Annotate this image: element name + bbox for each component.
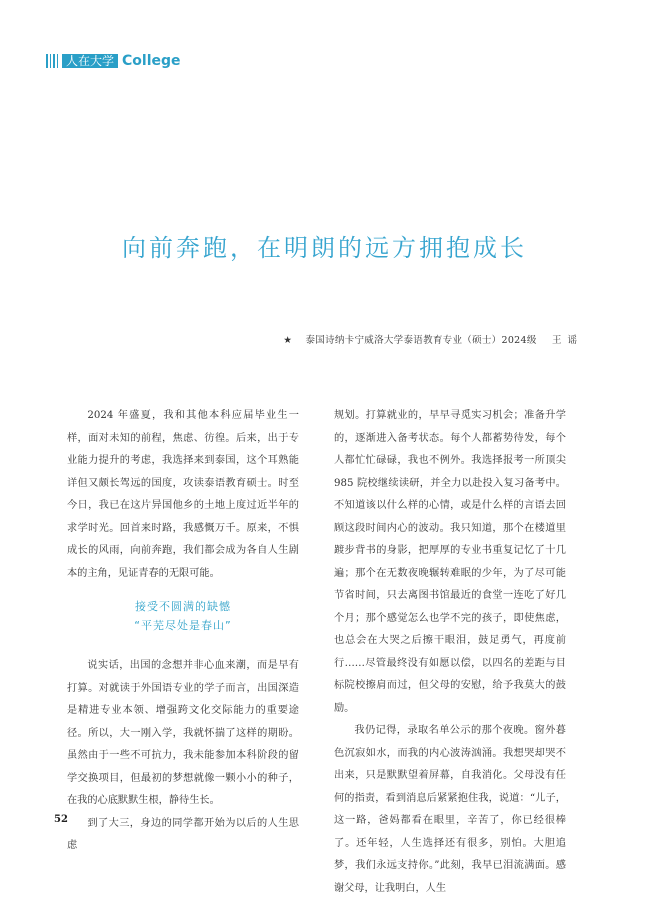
byline	[283, 332, 583, 346]
subheading-line: 接受不圆满的缺憾	[135, 600, 231, 613]
section-subheading	[67, 597, 299, 635]
page-number: 52	[54, 814, 68, 825]
section-title-en: College	[122, 53, 181, 69]
section-tag: 人在大学	[62, 54, 118, 68]
byline-author: 王谣	[551, 335, 583, 346]
section-header	[46, 52, 181, 70]
star-icon: ★	[283, 335, 293, 346]
byline-affiliation: 泰国诗纳卡宁威洛大学泰语教育专业（硕士）2024级	[305, 335, 537, 346]
header-bars-decoration	[46, 54, 58, 68]
article-title: 向前奔跑，在明朗的远方拥抱成长	[122, 234, 527, 262]
paragraph: 到了大三，身边的同学都开始为以后的人生思虑	[67, 817, 299, 851]
paragraph: 规划。打算就业的，早早寻觅实习机会；准备升学的，逐渐进入备考状态。每个人都蓄势待发，每个人都忙忙碌碌，我也不例外。我选择报考一所顶尖 985 院校继续读研，并全力以赴投入复习备考中。不知道该以什么样的心情，或是什么样的言语去回顾这段时间内心的波动。我只知道，那个在楼道里踱步背书的身影，把厚厚的专业书重复记忆了十几遍；那个在无数夜晚辗转难眠的少年，为了尽可能节省时间，只去离图书馆最近的食堂一连吃了好几个月；那个感觉怎么也学不完的孩子，即使焦虑，也总会在大哭之后擦干眼泪，鼓足勇气，再度前行……尽管最终没有如愿以偿，以四名的差距与目标院校擦肩而过，但父母的安慰，给予我莫大的鼓励。	[334, 410, 566, 714]
body-column-right	[334, 405, 566, 900]
paragraph: 我仍记得，录取名单公示的那个夜晚。窗外暮色沉寂如水，而我的内心波涛汹涌。我想哭却哭不出来，只是默默望着屏幕，自我消化。父母没有任何的指责，看到消息后紧紧抱住我，说道：“儿子，这一路，爸妈都看在眼里，辛苦了，你已经很棒了。还年轻，人生选择还有很多，别怕。大胆追梦，我们永远支持你。”此刻，我早已泪流满面。感谢父母，让我明白，人生	[334, 725, 566, 894]
paragraph: 2024 年盛夏，我和其他本科应届毕业生一样，面对未知的前程，焦虑、彷徨。后来，出于专业能力提升的考虑，我选择来到泰国，这个耳熟能详但又颇长驾远的国度，攻读泰语教育硕士。时至今日，我已在这片异国他乡的土地上度过近半年的求学时光。回首来时路，我感慨万千。原来，不惧成长的风雨，向前奔跑，我们都会成为各自人生剧本的主角，见证青春的无限可能。	[67, 410, 299, 579]
body-column-left	[67, 405, 299, 858]
subheading-line: “平芜尽处是春山”	[134, 619, 232, 632]
paragraph: 说实话，出国的念想并非心血来潮，而是早有打算。对就读于外国语专业的学子而言，出国深造是精进专业本领、增强跨文化交际能力的重要途径。所以，大一刚入学，我就怀揣了这样的期盼。虽然由于一些不可抗力，我未能参加本科阶段的留学交换项目，但最初的梦想就像一颗小小的种子，在我的心底默默生根，静待生长。	[67, 660, 299, 806]
